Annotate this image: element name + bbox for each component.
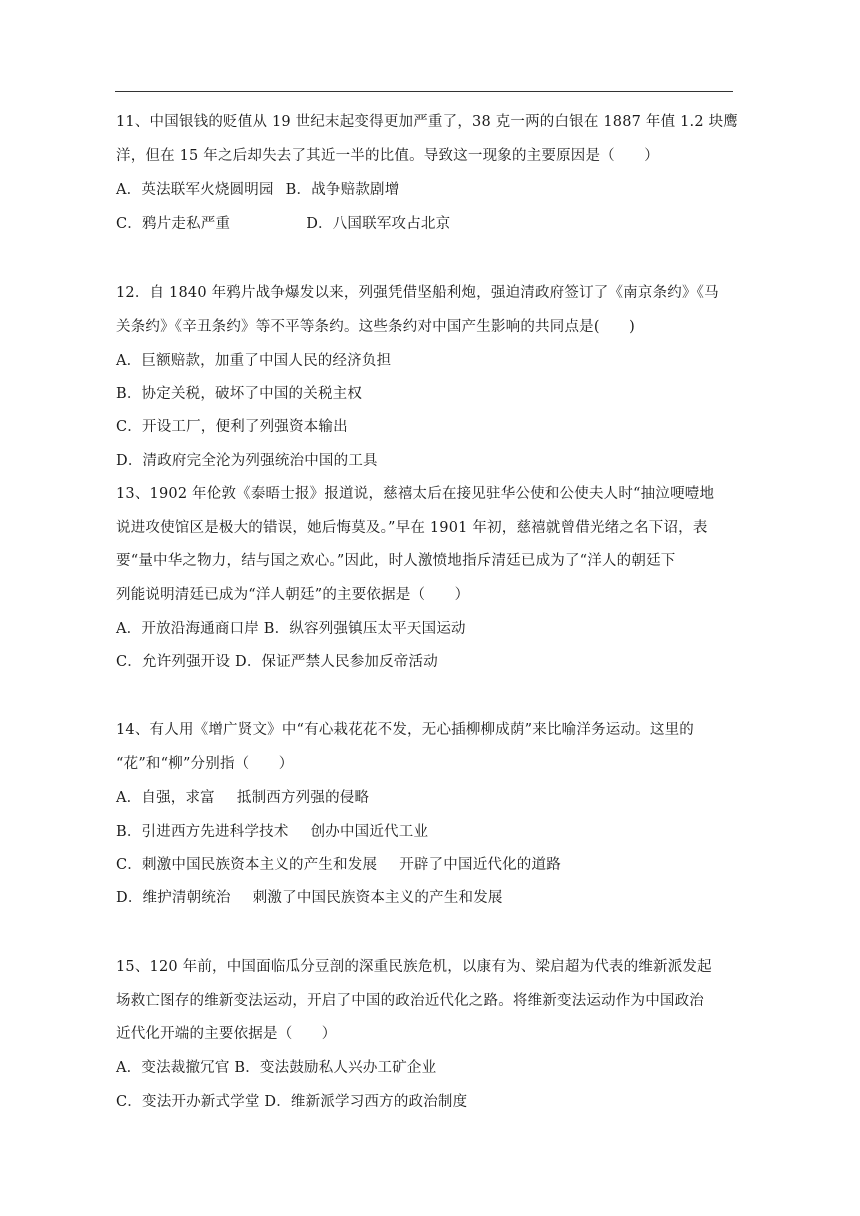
- q13-line-3: 要“量中华之物力，结与国之欢心。”因此，时人激愤地指斥清廷已成为了“洋人的朝廷下: [116, 553, 676, 569]
- q14-option-d-part-2: 刺激了中国民族资本主义的产生和发展: [252, 890, 503, 906]
- q12-option-a[interactable]: A．巨额赔款，加重了中国人民的经济负担: [116, 353, 392, 369]
- q12-option-d[interactable]: D．清政府完全沦为列强统治中国的工具: [116, 453, 378, 469]
- q11-option-b[interactable]: B．战争赔款剧增: [285, 182, 400, 198]
- q12-line-1: 12．自 1840 年鸦片战争爆发以来，列强凭借坚船利炮，强迫清政府签订了《南京条约》《马: [116, 285, 719, 301]
- q12-option-b[interactable]: B．协定关税，破坏了中国的关税主权: [116, 386, 363, 402]
- q11-line-2: 洋，但在 15 年之后却失去了其近一半的比值。导致这一现象的主要原因是（ ）: [116, 148, 659, 164]
- q11-option-d[interactable]: D．八国联军攻占北京: [306, 216, 451, 232]
- q15-line-2: 场救亡图存的维新变法运动，开启了中国的政治近代化之路。将维新变法运动作为中国政治: [116, 993, 704, 1009]
- q14-option-d[interactable]: [116, 888, 503, 908]
- q13-line-4: 列能说明清廷已成为“洋人朝廷”的主要依据是（ ）: [116, 587, 470, 603]
- q13-option-row-2[interactable]: C．允许列强开设 D．保证严禁人民参加反帝活动: [116, 654, 438, 670]
- q14-option-c-part-2: 开辟了中国近代化的道路: [399, 857, 561, 873]
- q15-line-1: 15、120 年前，中国面临瓜分豆剖的深重民族危机，以康有为、梁启超为代表的维新派发起: [116, 959, 712, 975]
- q14-option-b-part-2: 创办中国近代工业: [310, 824, 429, 840]
- q14-option-d-part-1: D．维护清朝统治: [116, 890, 231, 906]
- q14-option-a-part-2: 抵制西方列强的侵略: [236, 790, 370, 806]
- q13-line-2: 说进攻使馆区是极大的错误，她后悔莫及。”早在 1901 年初，慈禧就曾借光绪之名下诏，表: [116, 520, 708, 536]
- q14-option-c-part-1: C．刺激中国民族资本主义的产生和发展: [116, 857, 378, 873]
- q11-option-c[interactable]: C．鸦片走私严重: [116, 216, 231, 232]
- q12-option-c[interactable]: C．开设工厂，便利了列强资本输出: [116, 419, 348, 435]
- q14-option-c[interactable]: [116, 855, 561, 875]
- q12-line-2: 关条约》《辛丑条约》等不平等条约。这些条约对中国产生影响的共同点是( ): [116, 319, 635, 335]
- q13-option-row-1[interactable]: A．开放沿海通商口岸 B．纵容列强镇压太平天国运动: [116, 621, 466, 637]
- q14-line-1: 14、有人用《增广贤文》中“有心栽花花不发，无心插柳柳成荫”来比喻洋务运动。这里的: [116, 722, 694, 738]
- q11-line-1: 11、中国银钱的贬值从 19 世纪末起变得更加严重了，38 克一两的白银在 1887 年值 1.2 块鹰: [116, 114, 738, 130]
- header-rule: [115, 91, 733, 92]
- q14-option-a[interactable]: [116, 788, 369, 808]
- q13-line-1: 13、1902 年伦敦《泰晤士报》报道说，慈禧太后在接见驻华公使和公使夫人时“抽泣哽噎地: [116, 486, 715, 502]
- q11-option-a[interactable]: A．英法联军火烧圆明园: [116, 182, 274, 198]
- q15-line-3: 近代化开端的主要依据是（ ）: [116, 1026, 337, 1042]
- q15-option-row-1[interactable]: A．变法裁撤冗官 B．变法鼓励私人兴办工矿企业: [116, 1060, 437, 1076]
- q11-option-row-1: [116, 180, 399, 200]
- q14-option-a-part-1: A．自强，求富: [116, 790, 215, 806]
- q14-line-2: “花”和“柳”分别指（ ）: [116, 756, 294, 772]
- q11-option-row-2: [116, 214, 450, 234]
- q14-option-b[interactable]: [116, 822, 428, 842]
- q14-option-b-part-1: B．引进西方先进科学技术: [116, 824, 289, 840]
- q15-option-row-2[interactable]: C．变法开办新式学堂 D．维新派学习西方的政治制度: [116, 1094, 468, 1110]
